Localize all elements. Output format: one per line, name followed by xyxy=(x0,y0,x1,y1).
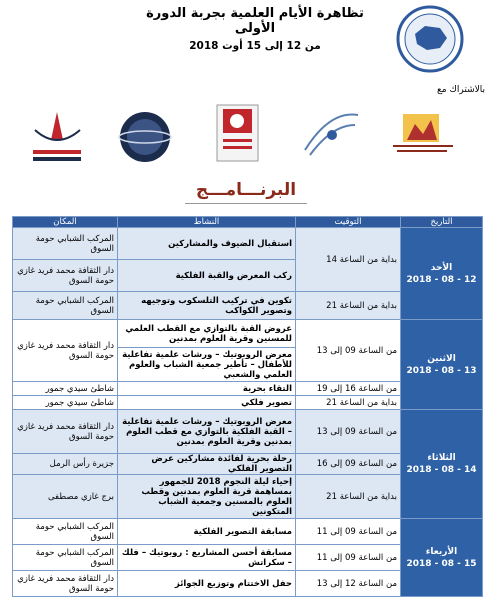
place-cell: شاطئ سيدي جمور xyxy=(13,396,118,410)
time-cell: بداية من الساعة 21 xyxy=(296,475,401,519)
time-cell: من الساعة 09 إلى 16 xyxy=(296,454,401,475)
partners-label: بالاشتراك مع xyxy=(437,85,485,95)
city-sciences-logo xyxy=(215,103,260,167)
time-cell: من الساعة 09 إلى 13 xyxy=(296,320,401,382)
time-cell: من الساعة 09 إلى 13 xyxy=(296,410,401,454)
activity-cell: تصوير فلكي xyxy=(118,396,296,410)
cnec-logo xyxy=(25,110,90,174)
document-header xyxy=(0,0,492,105)
date-cell xyxy=(401,320,483,410)
place-cell: شاطئ سيدي جمور xyxy=(13,382,118,396)
day-date: 2018 - 08 - 13 xyxy=(406,365,477,376)
header-activity: النشاط xyxy=(118,217,296,228)
place-cell: دار الثقافة محمد فريد غازي حومة السوق xyxy=(13,260,118,292)
time-cell: من الساعة 12 إلى 13 xyxy=(296,571,401,597)
event-title: تظاهرة الأيام العلمية بجربة الدورة الأولى xyxy=(146,6,364,36)
place-cell: المركب الشبابي حومة السوق xyxy=(13,545,118,571)
date-cell xyxy=(401,519,483,597)
date-cell xyxy=(401,228,483,320)
table-row xyxy=(13,519,483,545)
activity-cell: تكوين في تركيب التلسكوب وتوجيهه وتصوير الكواكب xyxy=(118,292,296,320)
day-name: الأحد xyxy=(430,262,453,273)
activity-cell: استقبال الضيوف والمشاركين xyxy=(118,228,296,260)
place-cell: برج غازي مصطفى xyxy=(13,475,118,519)
place-cell: المركب الشبابي حومة السوق xyxy=(13,292,118,320)
time-cell: بداية من الساعة 21 xyxy=(296,292,401,320)
table-row xyxy=(13,228,483,260)
day-name: الأربعاء xyxy=(425,546,458,557)
date-cell xyxy=(401,410,483,519)
time-cell: بداية من الساعة 21 xyxy=(296,396,401,410)
activity-cell: رحلة بحرية لفائدة مشاركين عرض التصوير الفلكي xyxy=(118,454,296,475)
activity-cell: التقاء بحرية xyxy=(118,382,296,396)
partner-logos xyxy=(0,105,492,175)
time-cell: من الساعة 09 إلى 11 xyxy=(296,545,401,571)
program-table xyxy=(12,216,483,597)
place-cell: المركب الشبابي حومة السوق xyxy=(13,519,118,545)
time-cell: من الساعة 09 إلى 11 xyxy=(296,519,401,545)
activity-cell: إحياء ليلة النجوم 2018 للجمهور بمساهمة قرية العلوم بمدنين وقطب العلوم بالمسنين وجمعية الشباب المتكونين xyxy=(118,475,296,519)
place-cell: المركب الشبابي حومة السوق xyxy=(13,228,118,260)
place-cell: جزيرة رأس الرمل xyxy=(13,454,118,475)
tafa-logo xyxy=(115,110,175,169)
activity-cell: مسابقة أحسن المشاريع : روبوتيك – فلك – سكراتش xyxy=(118,545,296,571)
event-dates: من 12 إلى 15 أوت 2018 xyxy=(189,40,321,52)
activity-cell: عروض القبة بالتوازي مع القطب العلمي للمسنين وقرية العلوم بمدنين xyxy=(118,320,296,348)
program-title: البرنـــامـــج xyxy=(195,180,297,200)
club-logo xyxy=(385,4,475,74)
activity-cell: حفل الاختتام وتوزيع الجوائز xyxy=(118,571,296,597)
day-date: 2018 - 08 - 14 xyxy=(406,465,477,475)
place-cell: دار الثقافة محمد فريد غازي حومة السوق xyxy=(13,571,118,597)
day-date: 2018 - 08 - 15 xyxy=(406,558,477,569)
table-row xyxy=(13,410,483,454)
program-underline xyxy=(185,203,307,204)
day-name: الثلاثاء xyxy=(427,453,456,463)
place-cell: دار الثقافة محمد فريد غازي حومة السوق xyxy=(13,410,118,454)
header-place: المكان xyxy=(13,217,118,228)
science-club-logo xyxy=(300,105,362,164)
activity-cell: ركب المعرض والقبة الفلكية xyxy=(118,260,296,292)
header-date: التاريخ xyxy=(401,217,483,228)
day-name: الاثنين xyxy=(427,353,456,364)
activity-cell: معرض الروبوتيك – ورشات علمية تفاعلية للأطفال – تأطير جمعية الشباب والعلوم العلمي والشعبي xyxy=(118,348,296,382)
time-cell: من الساعة 16 إلى 19 xyxy=(296,382,401,396)
place-cell: دار الثقافة محمد فريد غازي حومة السوق xyxy=(13,320,118,382)
activity-cell: مسابقة التصوير الفلكية xyxy=(118,519,296,545)
table-row xyxy=(13,320,483,348)
day-date: 2018 - 08 - 12 xyxy=(406,274,477,285)
table-header-row xyxy=(13,217,483,228)
time-cell: بداية من الساعة 14 xyxy=(296,228,401,292)
header-time: التوقيت xyxy=(296,217,401,228)
maison-culture-logo xyxy=(385,110,460,164)
activity-cell: معرض الروبوتيك – ورشات علمية تفاعلية – القبة الفلكية بالتوازي مع قطب العلوم بمدنين وقرية العلوم بمدنين xyxy=(118,410,296,454)
